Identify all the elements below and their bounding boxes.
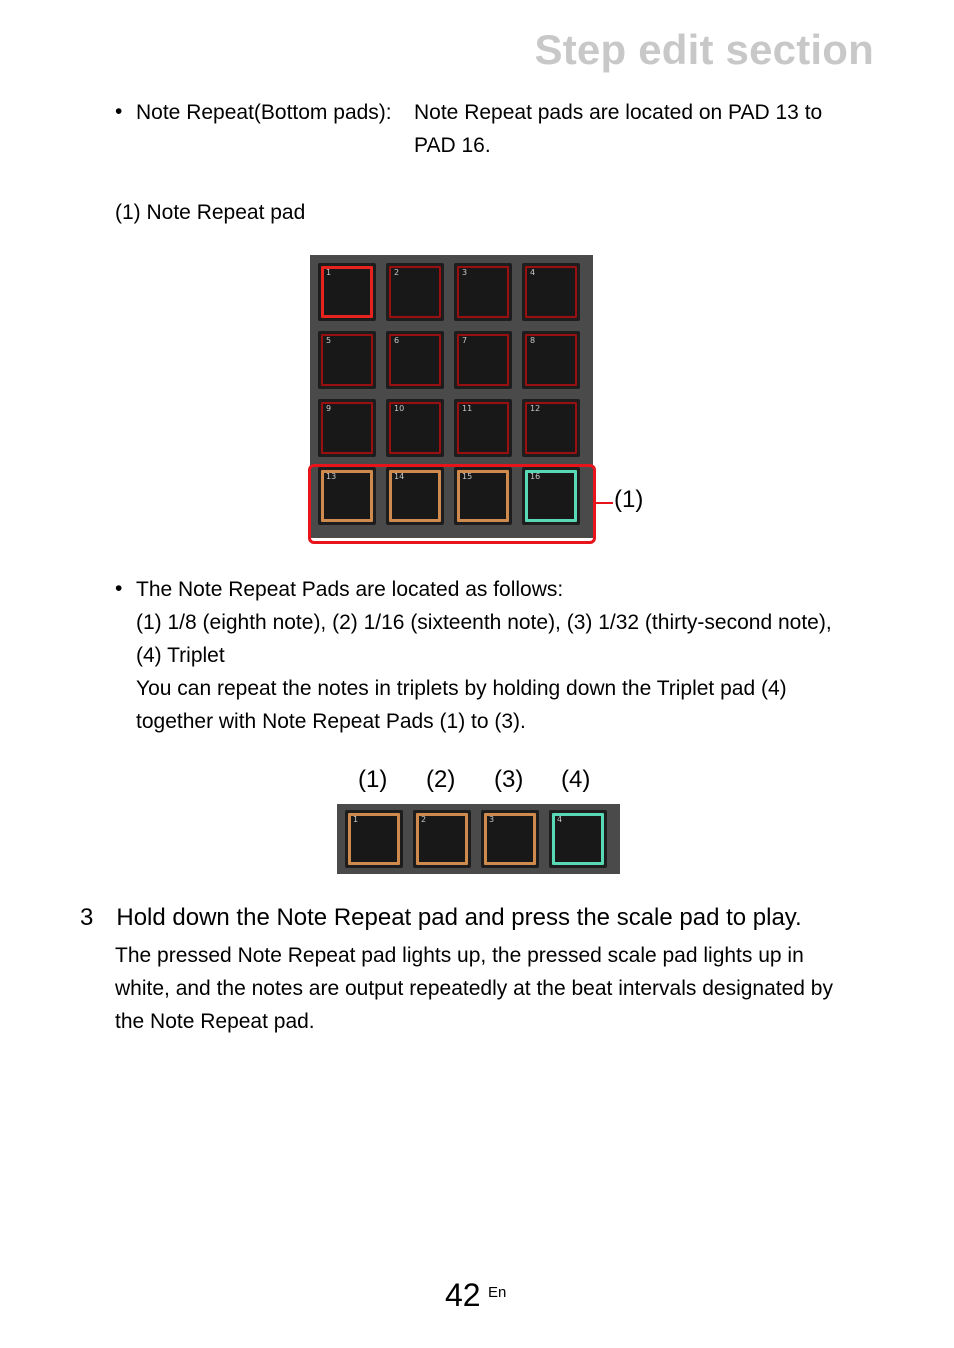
- pad-number: 12: [530, 404, 541, 413]
- callout-label: (1): [614, 486, 644, 513]
- repeat-pad-2: [413, 810, 471, 868]
- note-repeat-pad-row: [337, 804, 620, 874]
- step-body: [115, 939, 885, 1038]
- bullet2-line5: together with Note Repeat Pads (1) to (3).: [136, 710, 526, 733]
- pad-number: 2: [421, 815, 427, 824]
- bullet-dot: •: [115, 100, 123, 123]
- bullet2-line1: The Note Repeat Pads are located as follows:: [136, 578, 564, 601]
- pad-10: [386, 399, 444, 457]
- repeat-pad-1: [345, 810, 403, 868]
- pad-number: 1: [353, 815, 359, 824]
- page-number: 42: [445, 1277, 481, 1313]
- pad-number: 3: [462, 268, 468, 277]
- pad-number: 1: [326, 268, 332, 277]
- bullet2-line4: You can repeat the notes in triplets by holding down the Triplet pad (4): [136, 677, 787, 700]
- pad-number: 10: [394, 404, 405, 413]
- step-body-line2: white, and the notes are output repeatedly at the beat intervals designated by: [115, 977, 833, 1000]
- repeat-pad-4: [549, 810, 607, 868]
- note-repeat-highlight: [308, 464, 596, 544]
- pad-number: 9: [326, 404, 332, 413]
- pad-11: [454, 399, 512, 457]
- repeat-pad-3: [481, 810, 539, 868]
- pad-6: [386, 331, 444, 389]
- callout-leader-line: [595, 502, 613, 504]
- bullet2-line2: (1) 1/8 (eighth note), (2) 1/16 (sixteenth note), (3) 1/32 (thirty-second note),: [136, 611, 832, 634]
- pad-12: [522, 399, 580, 457]
- pad-number: 4: [530, 268, 536, 277]
- pad-1: [318, 263, 376, 321]
- bullet1-term: Note Repeat(Bottom pads):: [136, 101, 392, 124]
- pad-number: 8: [530, 336, 536, 345]
- step-heading: [80, 904, 802, 932]
- pad-number: 7: [462, 336, 468, 345]
- pad-number: 5: [326, 336, 332, 345]
- pad-label-3: (3): [494, 766, 524, 793]
- pad-7: [454, 331, 512, 389]
- pad-number: 13: [326, 472, 337, 481]
- step-body-line1: The pressed Note Repeat pad lights up, the pressed scale pad lights up in: [115, 944, 804, 967]
- pad-number: 15: [462, 472, 473, 481]
- pad-8: [522, 331, 580, 389]
- pad-number: 3: [489, 815, 495, 824]
- pad-label-4: (4): [561, 766, 591, 793]
- pad-label-2: (2): [426, 766, 456, 793]
- pad-2: [386, 263, 444, 321]
- pad-number: 16: [530, 472, 541, 481]
- pad-3: [454, 263, 512, 321]
- bullet-dot: •: [115, 577, 123, 600]
- section-title: Step edit section: [534, 26, 874, 73]
- pad-number: 14: [394, 472, 405, 481]
- pad-4: [522, 263, 580, 321]
- figure1-caption: (1) Note Repeat pad: [115, 201, 306, 224]
- pad-number: 11: [462, 404, 473, 413]
- bullet1-line2: PAD 16.: [414, 134, 491, 157]
- pad-number: 2: [394, 268, 400, 277]
- step-body-line3: the Note Repeat pad.: [115, 1010, 315, 1033]
- pad-label-1: (1): [358, 766, 388, 793]
- pad-9: [318, 399, 376, 457]
- pad-number: 6: [394, 336, 400, 345]
- pad-number: 4: [557, 815, 563, 824]
- page-language: En: [488, 1284, 507, 1301]
- step-number: 3: [80, 904, 94, 931]
- bullet1-line1: Note Repeat pads are located on PAD 13 to: [414, 101, 823, 124]
- bullet2-line3: (4) Triplet: [136, 644, 225, 667]
- step-heading-text: Hold down the Note Repeat pad and press the scale pad to play.: [116, 904, 802, 931]
- pad-5: [318, 331, 376, 389]
